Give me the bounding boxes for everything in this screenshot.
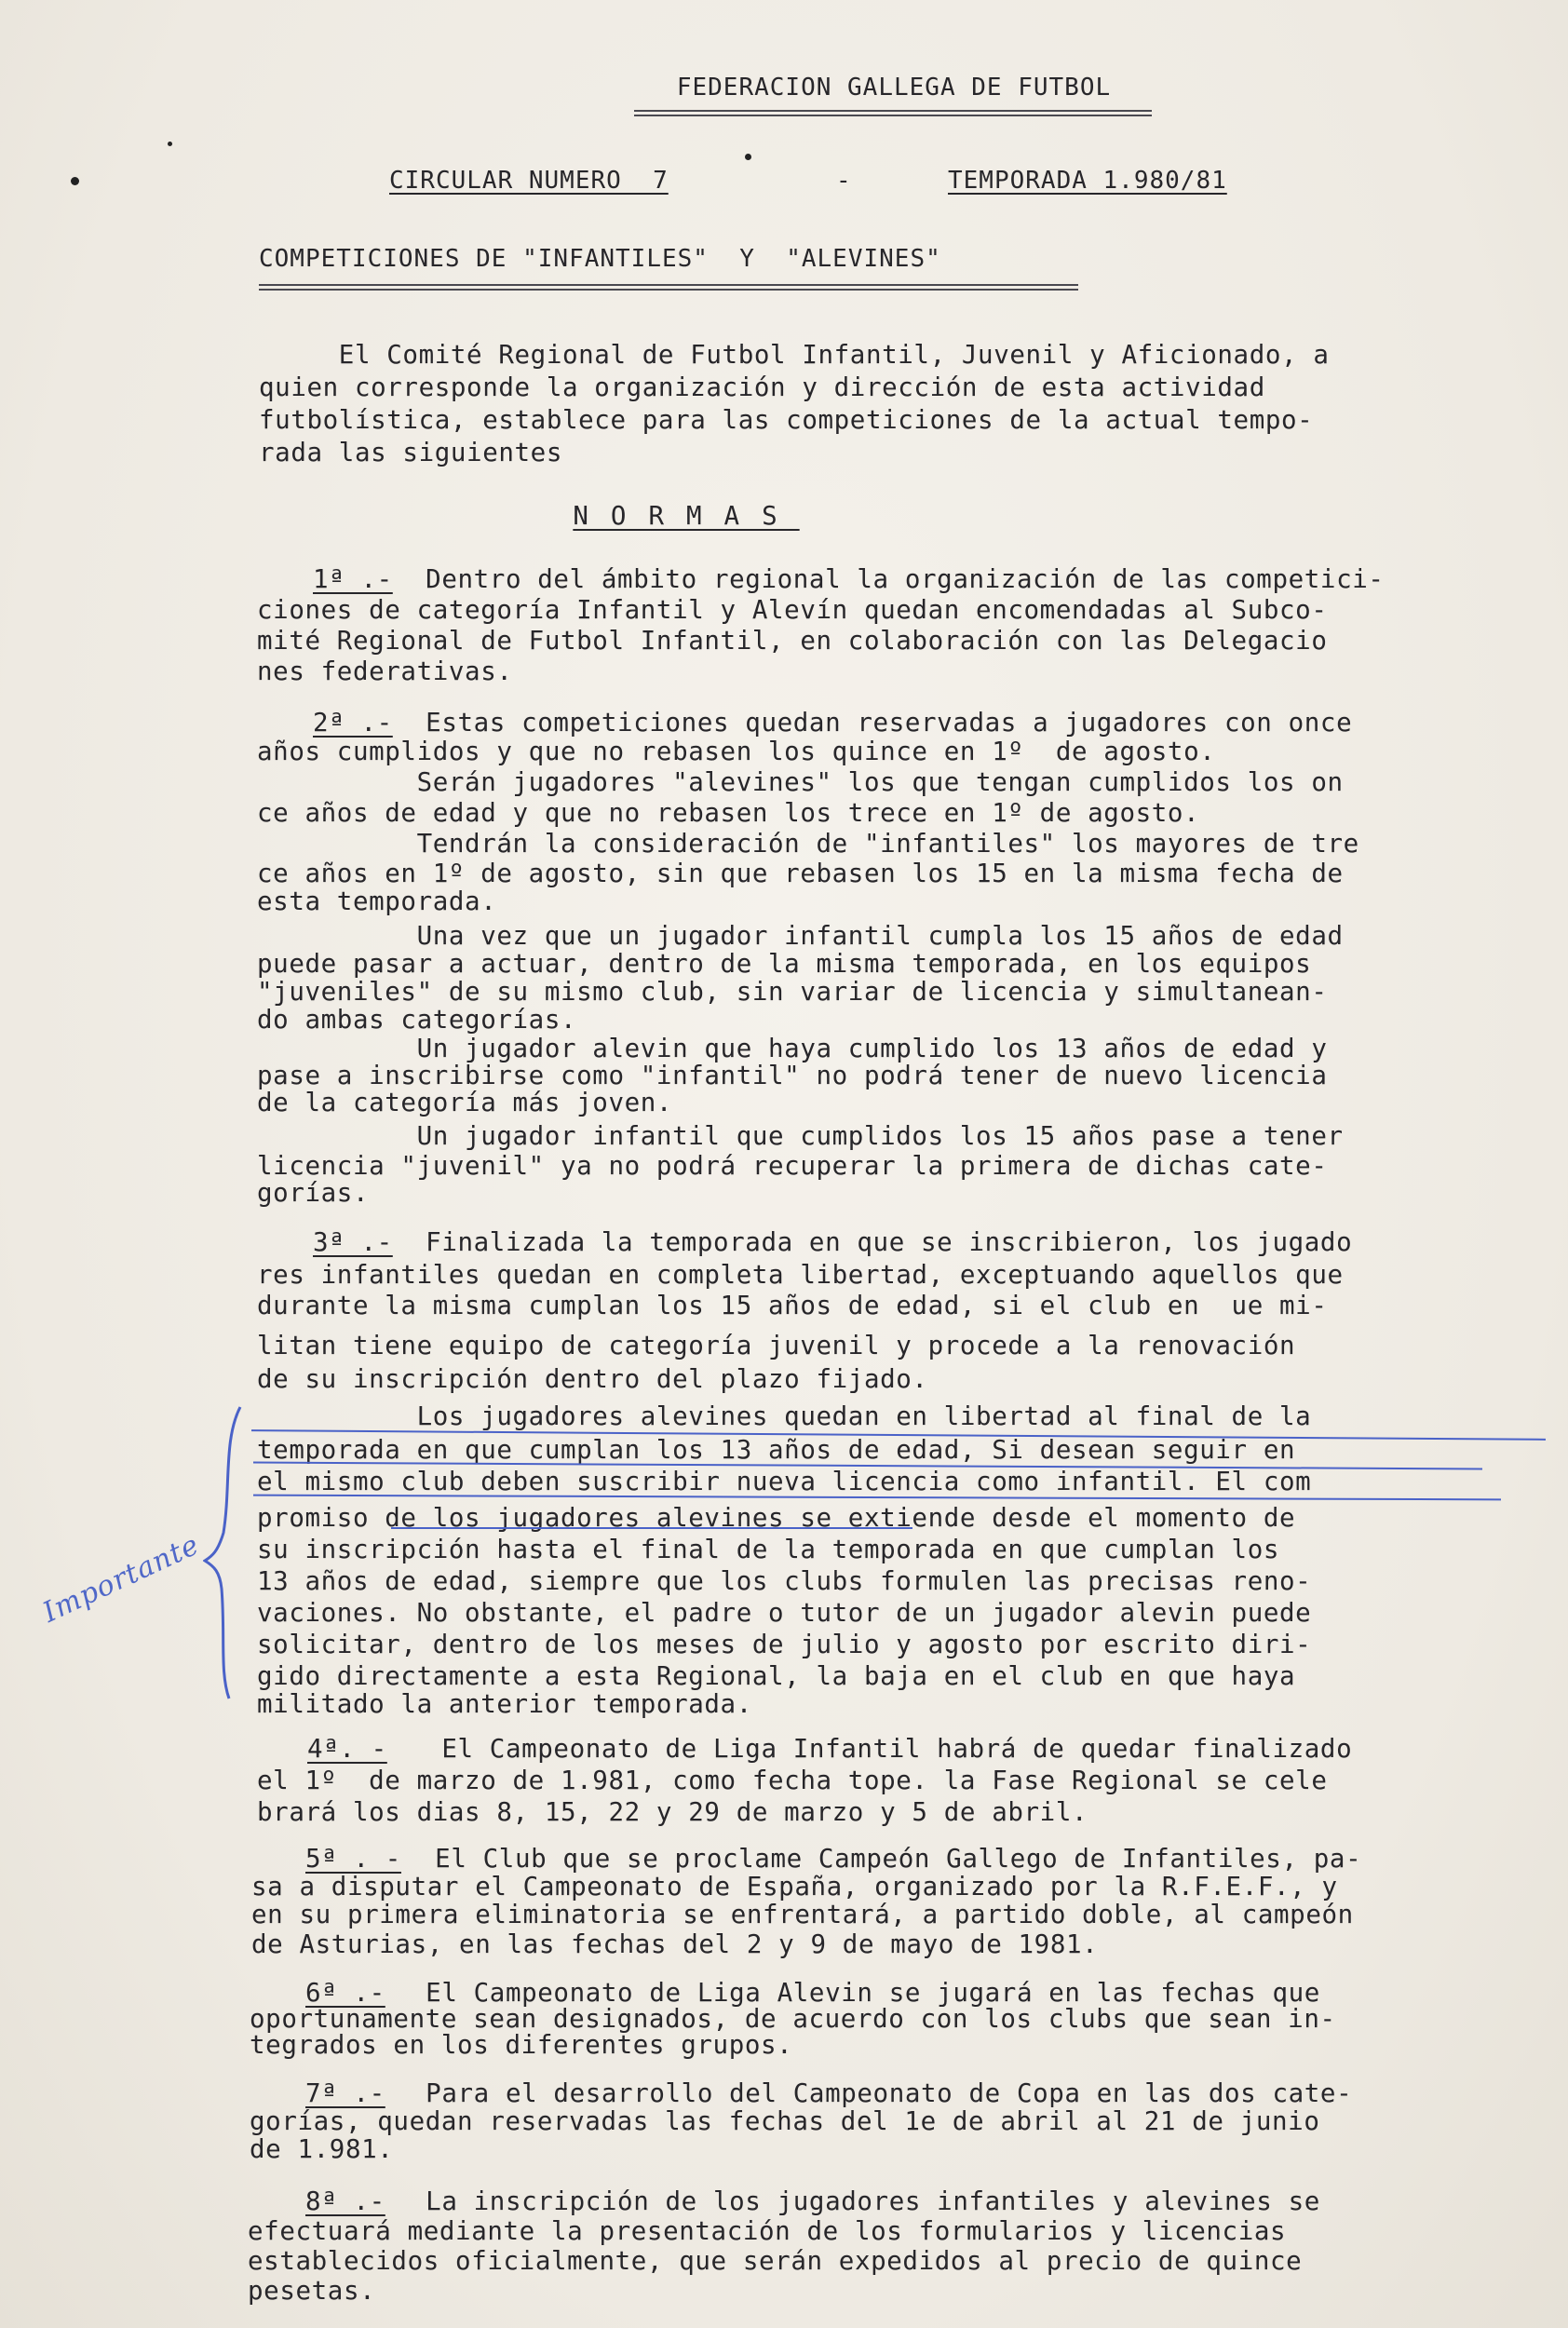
season-label: TEMPORADA 1.980/81 — [948, 167, 1227, 195]
normas-heading: NORMAS — [573, 501, 800, 531]
header-dash: - — [836, 167, 852, 195]
rule-number: 7ª .- — [305, 2078, 385, 2108]
ink-speck — [71, 177, 79, 185]
rule-number: 6ª .- — [305, 1978, 385, 2008]
subject-heading: COMPETICIONES DE "INFANTILES" Y "ALEVINES" — [259, 245, 941, 273]
rule-number: 1ª .- — [313, 564, 393, 594]
ink-speck — [168, 142, 172, 146]
title-double-rule — [634, 110, 1152, 116]
circular-number: CIRCULAR NUMERO 7 — [389, 167, 669, 195]
rule-number: 3ª .- — [313, 1227, 393, 1257]
rule-number: 2ª .- — [313, 708, 393, 738]
margin-note: Importante — [37, 1528, 205, 1630]
document-page: FEDERACION GALLEGA DE FUTBOL CIRCULAR NUMERO 7 - TEMPORADA 1.980/81 COMPETICIONES DE "INFANTILES" Y "ALEVINES" El Comité Regional de Futbol Infantil, Juvenil y Aficionado, a quien corresponde la organización y dirección de esta actividad futbolística, establece para las competiciones de la actual tempo- rada las siguientes NORMAS 1ª .- Dentro del ámbito regional la organización de las competici- ciones de categoría Infantil y Alevín quedan encomendadas al Subco- mité Regional de Futbol Infantil, en colaboración con las Delegacio nes federativas. 2ª .- Estas competiciones quedan reservadas a jugadores con once años cumplidos y que no rebasen los quince en 1º de agosto. Serán jugadores "alevines" los que tengan cumplidos los on ce años de edad y que no rebasen los trece en 1º de agosto. Tendrán la consideración de "infantiles" los mayores de tre ce años en 1º de agosto, sin que rebasen los 15 en la misma fecha de esta temporada. Una vez que un jugador infantil cumpla los 15 años de edad puede pasar a actuar, dentro de la misma temporada, en los equipos "juveniles" de su mismo club, sin variar de licencia y simultanean- do ambas categorías. Un jugador alevin que haya cumplido los 13 años de edad y pase a inscribirse como "infantil" no podrá tener de nuevo licencia de la categoría más joven. Un jugador infantil que cumplidos los 15 años pase a tener licencia "juvenil" ya no podrá recuperar la primera de dichas cate- gorías. 3ª .- Finalizada la temporada en que se inscribieron, los jugado res infantiles quedan en completa libertad, exceptuando aquellos que durante la misma cumplan los 15 años de edad, si el club en ue mi- litan tiene equipo de categoría juvenil y procede a la renovación de su inscripción dentro del plazo fijado. Los jugadores alevines quedan en libertad al final de la temporada en que cumplan los 13 años de edad, Si desean seguir en el mismo club deben suscribir nueva licencia como infantil. El com promiso de los jugadores alevines se extiende desde el momento de su inscripción hasta el final de la temporada en que cumplan los 13 años de edad, siempre que los clubs formulen las precisas reno- vaciones. No obstante, el padre o tutor de un jugador alevin puede solicitar, dentro de los meses de julio y agosto por escrito diri- gido directamente a esta Regional, la baja en el club en que haya militado la anterior temporada. Importante 4ª. - El Campeonato de Liga Infantil habrá de quedar finalizado el 1º de marzo de 1.981, como fecha tope. la Fase Regional se cele brará los dias 8, 15, 22 y 29 de marzo y 5 de abril. 5ª . - El Club que se proclame Campeón Gallego de Infantiles, pa- sa a disputar el Campeonato de España, organizado por la R.F.E.F., y en su primera eliminatoria se enfrentará, a partido doble, al campeón de Asturias, en las fechas del 2 y 9 de mayo de 1981. 6ª .- El Campeonato de Liga Alevin se jugará en las fechas que oportunamente sean designados, de acuerdo con los clubs que sean in- tegrados en los diferentes grupos. 7ª .- Para el desarrollo del Campeonato de Copa en las dos cate- gorías, quedan reservadas las fechas del 1e de abril al 21 de junio de 1.981. 8ª .- La inscripción de los jugadores infantiles y alevines se efectuará mediante la presentación de los formularios y licencias establecidos oficialmente, que serán expedidos al precio de quince pesetas. — [0, 0, 1568, 2328]
rule-number: 8ª .- — [305, 2186, 385, 2216]
organization-title: FEDERACION GALLEGA DE FUTBOL — [676, 74, 1112, 102]
subject-double-rule — [259, 284, 1078, 291]
pen-underline — [391, 1527, 912, 1529]
rule-number: 4ª. - — [307, 1734, 387, 1764]
pen-bracket — [203, 1402, 259, 1700]
rule-number: 5ª . - — [305, 1844, 401, 1874]
ink-speck — [745, 154, 751, 160]
